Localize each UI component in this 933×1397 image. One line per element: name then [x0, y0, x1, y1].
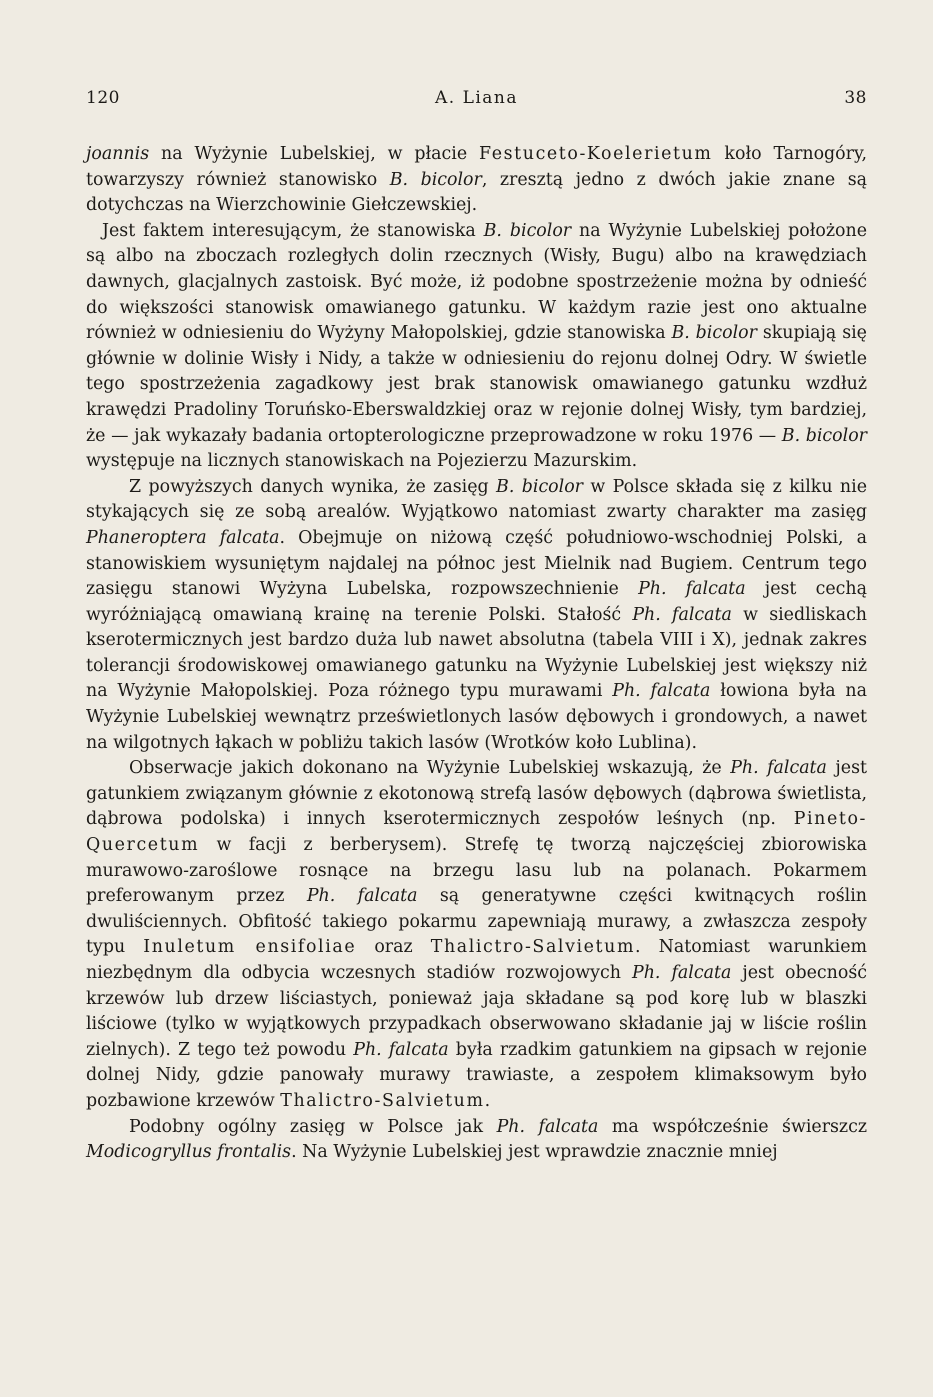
text-run: są generatywne części kwitnących roślin dwuliściennych. Obfitość takiego pokarmu zapewniają murawy, a zwłaszcza zespoły typu: [86, 886, 867, 958]
text-run: w Polsce składa się z kilku nie stykających się ze sobą arealów. Wyjątkowo natomiast zwarty charakter ma zasięg: [86, 476, 867, 523]
taxon-name: B. bicolor: [483, 220, 572, 241]
text-run: Podobny ogólny zasięg w Polsce jak: [129, 1116, 497, 1137]
taxon-name: B. bicolor: [496, 476, 583, 497]
text-run: Z powyższych danych wynika, że zasięg: [129, 476, 497, 497]
text-run: , zresztą jedno z dwóch jakie znane są dotychczas na Wierzchowinie Giełczewskiej.: [86, 169, 867, 216]
page-number: 120: [86, 88, 120, 108]
text-run: oraz: [356, 937, 431, 958]
text-run: . Natomiast warunkiem niezbędnym dla odbycia wczesnych stadiów rozwojowych: [86, 937, 867, 983]
text-run: w siedliskach kserotermicznych jest bardzo duża lub nawet absolutna (tabela VIII i X), jednak zakres tolerancji środowiskowej omawianego gatunku na Wyżynie Lubelskiej jest większy niż na Wyżynie Małopolskiej. Poza różnego typu murawami: [86, 604, 868, 702]
taxon-name: Ph. falcata: [306, 886, 418, 907]
text-run: na Wyżynie Lubelskiej położone są albo na zboczach rozległych dolin rzecznych (Wisły, Bugu) albo na krawędziach dawnych, glacjalnych zastoisk. Być może, iż podobne spostrzeżenie można by odnieść do większości stanowisk omawianego gatunku. W każdym razie jest ono aktualne również w odniesieniu do Wyżyny Małopolskiej, gdzie stanowiska: [86, 220, 867, 344]
text-run: ma współcześnie świerszcz: [598, 1116, 867, 1137]
paragraph: [86, 475, 867, 757]
text-run: . Obejmuje on niżową część południowo-wschodniej Polski, a stanowiskiem wysuniętym najdalej na północ jest Mielnik nad Bugiem. Centrum tego zasięgu stanowi Wyżyna Lubelska, rozpowszechnienie: [86, 527, 867, 600]
syntaxon-name: Thalictro-Salvietum: [430, 937, 636, 958]
text-run: Obserwacje jakich dokonano na Wyżynie Lubelskiej wskazują, że: [129, 758, 731, 779]
text-run: w facji z berberysem). Strefę tę tworzą najczęściej zbiorowiska murawowo-zaroślowe rosnące na brzegu lasu lub na polanach. Pokarmem preferowanym przez: [86, 835, 867, 907]
taxon-name: B. bicolor: [671, 323, 757, 344]
text-run: jest cechą wyróżniającą omawianą krainę na terenie Polski. Stałość: [86, 579, 867, 625]
text-run: .: [484, 1090, 491, 1111]
text-run: . Na Wyżynie Lubelskiej jest wprawdzie znacznie mniej: [291, 1142, 778, 1163]
text-run: Jest faktem interesującym, że stanowiska: [102, 220, 484, 241]
text-run: koło Tarnogóry, towarzyszy również stanowisko: [86, 144, 868, 190]
text-run: łowiona była na Wyżynie Lubelskiej wewnątrz prześwietlonych lasów dębowych i grondowych, a nawet na wilgotnych łąkach w pobliżu takich lasów (Wrotków koło Lublina).: [86, 681, 867, 753]
paragraph: [86, 756, 867, 1114]
body-text: [86, 142, 867, 1166]
syntaxon-name: Pineto-Quercetum: [86, 809, 867, 856]
text-run: występuje na licznych stanowiskach na Pojezierzu Mazurskim.: [86, 451, 638, 472]
text-run: była rzadkim gatunkiem na gipsach w rejonie dolnej Nidy, gdzie panowały murawy trawiaste, a zespołem klimaksowym było pozbawione krzewów: [86, 1039, 867, 1111]
taxon-name: Ph. falcata: [730, 758, 827, 779]
taxon-name: B. bicolor: [781, 425, 867, 446]
syntaxon-name: Thalictro-Salvietum: [280, 1090, 485, 1111]
taxon-name: Ph. falcata: [632, 604, 732, 625]
taxon-name: Ph. falcata: [496, 1116, 599, 1137]
paragraph: [86, 1115, 867, 1166]
paragraph: [86, 219, 867, 475]
taxon-name: Ph. falcata: [638, 579, 746, 600]
syntaxon-name: Festuceto-Koelerietum: [479, 144, 713, 164]
text-run: na Wyżynie Lubelskiej, w płacie: [149, 144, 480, 164]
taxon-name: joannis: [86, 144, 150, 164]
taxon-name: B. bicolor: [389, 169, 482, 190]
text-run: skupiają się głównie w dolinie Wisły i Nidy, a także w odniesieniu do rejonu dolnej Odry. W świetle tego spostrzeżenia zagadkowy jest brak stanowisk omawianego gatunku wzdłuż krawędzi Pradoliny Toruńsko-Eberswaldzkiej oraz w rejonie dolnej Wisły, tym bardziej, że — jak wykazały badania ortopterologiczne przeprowadzone w roku 1976 —: [86, 323, 867, 446]
taxon-name: Modicogryllus frontalis: [86, 1142, 292, 1163]
syntaxon-name: Inuletum ensifoliae: [143, 937, 357, 958]
taxon-name: Ph. falcata: [353, 1039, 449, 1060]
volume-number: 38: [844, 88, 867, 108]
taxon-name: Phaneroptera falcata: [86, 527, 280, 548]
taxon-name: Ph. falcata: [612, 681, 711, 702]
running-header: [86, 88, 867, 112]
text-run: jest gatunkiem związanym głównie z ekotonową strefą lasów dębowych (dąbrowa świetlista, dąbrowa podolska) i innych kserotermicznych zespołów leśnych (np.: [86, 758, 867, 830]
taxon-name: Ph. falcata: [632, 963, 732, 983]
paragraph: [86, 142, 867, 219]
running-author: A. Liana: [434, 88, 519, 108]
text-run: jest obecność krzewów lub drzew liściastych, ponieważ jaja składane są pod korę lub w blaszki liściowe (tylko w wyjątkowych przypadkach obserwowano składanie jaj w liście roślin zielnych). Z tego też powodu: [86, 963, 867, 1060]
